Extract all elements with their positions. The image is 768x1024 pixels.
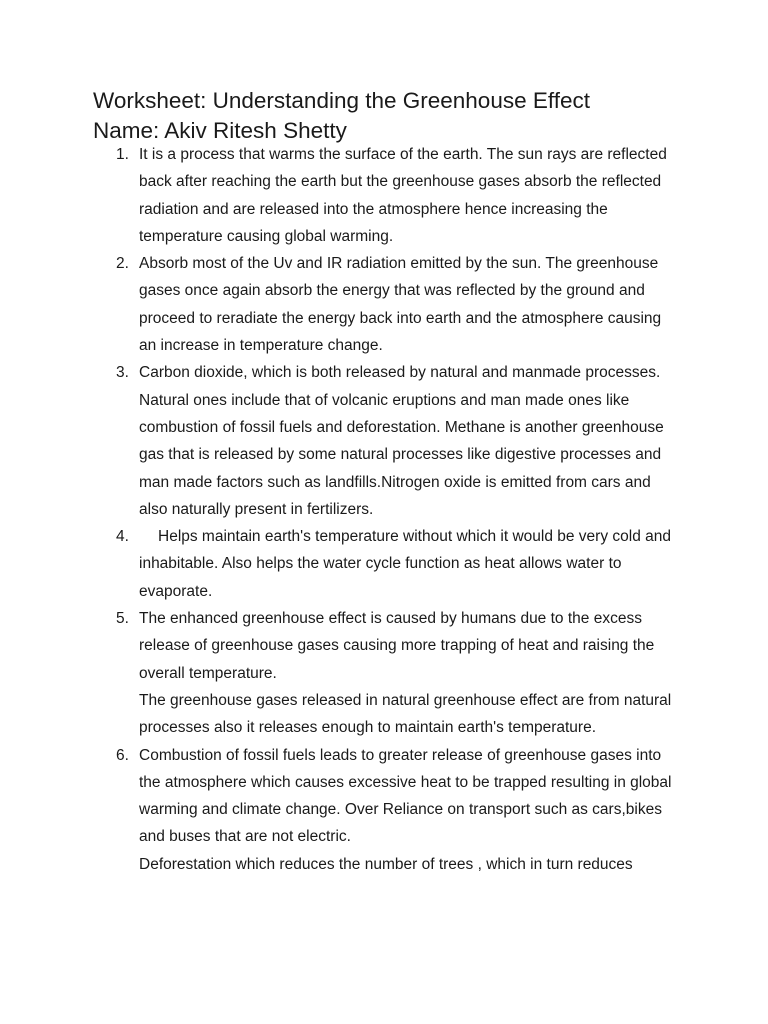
answer-item-6 (0, 742, 768, 878)
answer-text (139, 141, 679, 250)
document-header (93, 86, 733, 146)
answer-number: 6. (116, 746, 129, 764)
answer-paragraph: Combustion of fossil fuels leads to greater release of greenhouse gases into the atmosphere which causes excessive heat to be trapped resulting in global warming and climate change. Over Reliance on transport such as cars,bikes and buses that are not electric. (139, 746, 672, 846)
answer-paragraph: Deforestation which reduces the number of trees , which in turn reduces (139, 855, 633, 873)
student-name-line: Name: Akiv Ritesh Shetty (93, 118, 347, 143)
answer-paragraph: The greenhouse gases released in natural greenhouse effect are from natural processes also it releases enough to maintain earth's temperature. (139, 691, 672, 737)
answer-paragraph: The enhanced greenhouse effect is caused by humans due to the excess release of greenhouse gases causing more trapping of heat and raising the overall temperature. (139, 610, 655, 682)
answer-text (139, 605, 679, 741)
answer-paragraph: It is a process that warms the surface of the earth. The sun rays are reflected back after reaching the earth but the greenhouse gases absorb the reflected radiation and are released into the atmosphere hence increasing the temperature causing global warming. (139, 146, 667, 245)
answer-paragraph: Helps maintain earth's temperature without which it would be very cold and inhabitable. Also helps the water cycle function as heat allows water to evaporate. (139, 528, 671, 600)
answer-paragraph: Carbon dioxide, which is both released by natural and manmade processes. Natural ones include that of volcanic eruptions and man made ones like combustion of fossil fuels and deforestation. Methane is another greenhouse gas that is released by some natural processes like digestive processes and man made factors such as landfills.Nitrogen oxide is emitted from cars and also naturally present in fertilizers. (139, 364, 664, 518)
answer-item-5 (0, 605, 768, 741)
answer-number: 3. (116, 364, 129, 382)
answer-text (139, 742, 679, 878)
answer-item-2 (0, 250, 768, 359)
answer-number: 4. (116, 528, 129, 546)
answer-list (0, 141, 768, 878)
answer-number: 5. (116, 610, 129, 628)
answer-item-1 (0, 141, 768, 250)
answer-paragraph: Absorb most of the Uv and IR radiation emitted by the sun. The greenhouse gases once again absorb the energy that was reflected by the ground and proceed to reradiate the energy back into earth and the atmosphere causing an increase in temperature change. (139, 255, 662, 355)
answer-number: 1. (116, 146, 129, 163)
answer-number: 2. (116, 255, 129, 273)
answer-text (139, 359, 679, 523)
answer-text (139, 523, 679, 605)
answer-item-4 (0, 523, 768, 605)
worksheet-title: Worksheet: Understanding the Greenhouse Effect (93, 88, 590, 113)
answer-text (139, 250, 679, 359)
answer-item-3 (0, 359, 768, 523)
